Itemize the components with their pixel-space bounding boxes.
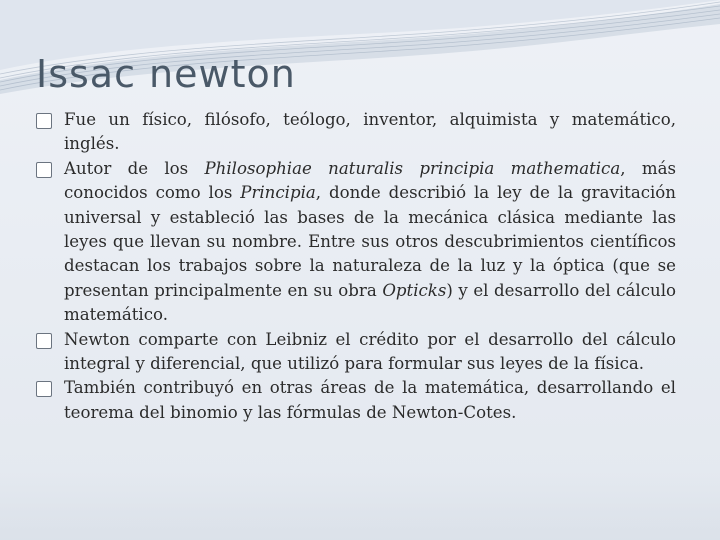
text-segment: , donde describió la ley de la gravitación universal y estableció las bases de la mecánica clásica mediante las leyes que llevan su nombre. Entre sus otros descubrimientos científicos destacan los trabajos sobre la naturaleza de la luz y la óptica (que se presentan principalmente en su obra <box>64 183 676 300</box>
missing-glyph-box-icon <box>36 381 52 397</box>
italic-text-segment: Philosophiae naturalis principia mathematica <box>204 158 621 178</box>
footer-gradient-decoration <box>0 470 720 540</box>
slide-title: Issac newton <box>36 52 296 96</box>
text-segment: ) y el desarrollo del cálculo matemático. <box>64 280 677 325</box>
paragraph-3-text <box>64 330 676 373</box>
missing-glyph-box-icon <box>36 162 52 178</box>
missing-glyph-box-icon <box>36 333 52 349</box>
slide-body <box>36 108 676 425</box>
text-segment: , más conocidos como los <box>64 158 676 203</box>
paragraph-2-text <box>64 159 676 324</box>
text-segment: También contribuyó en otras áreas de la matemática, desarrollando el teorema del binomio y las fórmulas de Newton-Cotes. <box>64 378 676 422</box>
bullet-paragraph-2 <box>36 157 676 328</box>
paragraph-1-text <box>64 110 676 153</box>
text-segment: Newton comparte con Leibniz el crédito por el desarrollo del cálculo integral y diferencial, que utilizó para formular sus leyes de la física. <box>64 329 676 374</box>
italic-text-segment: Principia <box>240 183 316 203</box>
missing-glyph-box-icon <box>36 113 52 129</box>
italic-text-segment: Opticks <box>382 280 447 300</box>
bullet-paragraph-3 <box>36 328 676 377</box>
text-segment: Autor de los <box>64 158 205 178</box>
bullet-paragraph-1 <box>36 108 676 157</box>
text-segment: Fue un físico, filósofo, teólogo, inventor, alquimista y matemático, inglés. <box>64 110 676 154</box>
paragraph-4-text <box>64 378 676 421</box>
bullet-paragraph-4 <box>36 376 676 425</box>
